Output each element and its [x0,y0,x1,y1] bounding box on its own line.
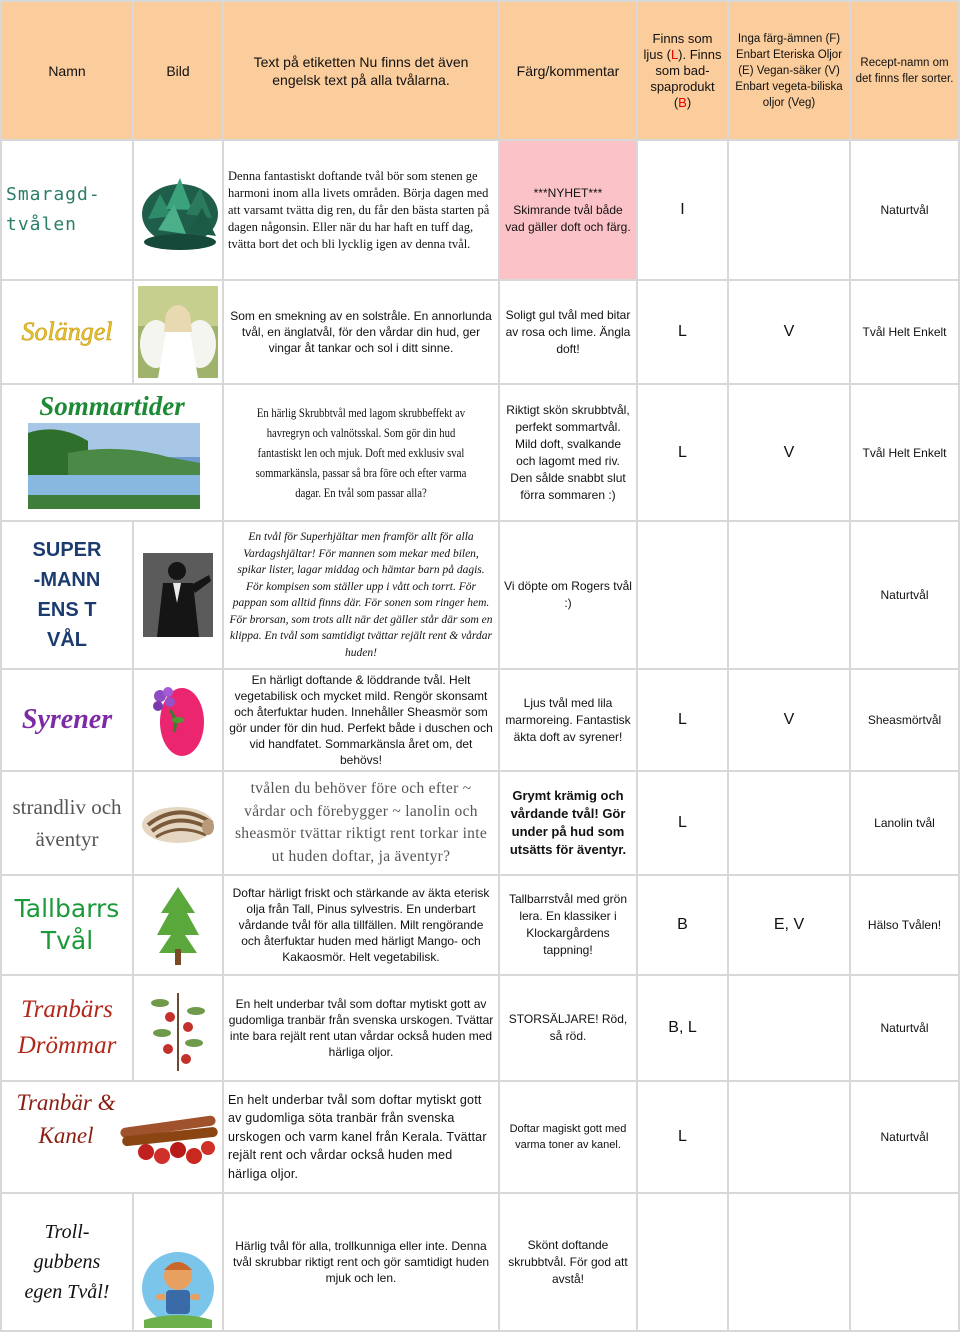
product-name: Tranbär & Kanel [16,1090,116,1148]
table-row [1,1193,959,1331]
recipe-name: Lanolin tvål [850,771,959,875]
table-row [1,140,959,280]
product-comment: Grymt krämig och vårdande tvål! Gör under på hud som utsätts för äventyr. [499,771,637,875]
product-comment: STORSÄLJARE! Röd, så röd. [499,975,637,1081]
cranberry-cinnamon-photo [116,1112,223,1170]
product-comment: Doftar magiskt gott med varma toner av kanel. [499,1081,637,1193]
product-comment: Skönt doftande skrubbtvål. För god att avstå! [499,1193,637,1331]
product-image [133,280,223,384]
table-row [1,1081,959,1193]
product-text: Doftar härligt friskt och stärkande av äkta eterisk olja från Tall, Pinus sylvestris. En underbart vårdande tvål för alla tillfällen. Milt rengörande och återfuktar huden med härligt Mango- och Kakaosmör. Helt vegetabilisk. [223,875,499,975]
product-name: Solängel [1,280,133,384]
product-name: Tallbarrs Tvål [1,875,133,975]
table-row [1,975,959,1081]
ingredient-flag [728,140,850,280]
candle-flag [637,521,728,669]
product-name: Troll-gubbens egen Tvål! [1,1193,133,1331]
ingredient-flag: E, V [728,875,850,975]
candle-flag: L [637,771,728,875]
header-candle: Finns som ljus (L). Finns som bad-spaprodukt (B) [637,1,728,140]
troll-figure-icon [140,1248,216,1328]
ingredient-flag [728,521,850,669]
product-name: Sommartider [39,391,185,421]
product-text: En helt underbar tvål som doftar mytiskt gott av gudomliga söta tranbär från svenska urskogen och varm kanel från Kerala. Tvättar rejält rent och vårdar också huden med härliga oljor. [223,1081,499,1193]
ingredient-flag: V [728,669,850,771]
header-ingredients: Inga färg-ämnen (F) Enbart Eteriska Oljor (E) Vegan-säker (V) Enbart vegeta-biliska oljor (Veg) [728,1,850,140]
recipe-name: Naturtvål [850,1081,959,1193]
product-name: Smaragd-tvålen [1,140,133,280]
table-row [1,771,959,875]
product-image [133,975,223,1081]
ingredient-flag: V [728,280,850,384]
angel-girl-photo [138,286,218,378]
candle-flag: I [637,140,728,280]
candle-flag: L [637,280,728,384]
recipe-name: Tvål Helt Enkelt [850,280,959,384]
product-name: Syrener [1,669,133,771]
product-name: Tranbärs Drömmar [1,975,133,1081]
product-text: Denna fantastiskt doftande tvål bör som stenen ge harmoni inom alla livets områden. Börja dagen med att varsamt tvätta dig ren, du får den bästa starten på dagen någonsin. Eller när du har haft en tuff dag, tvätta bort det och bli lycklig igen av denna tvål. [223,140,499,280]
recipe-name: Hälso Tvålen! [850,875,959,975]
summer-lake-photo [28,423,200,509]
product-text: tvålen du behöver före och efter ~ vårdar och förebygger ~ lanolin och sheasmör tvättar riktigt rent torkar inte ut huden doftar, ja äventyr? [223,771,499,875]
ingredient-flag: V [728,384,850,521]
product-text: En helt underbar tvål som doftar mytiskt gott av gudomliga tranbär från svenska urskogen. Tvättar inte bara rejält rent utan vårdar också huden med härliga oljor. [223,975,499,1081]
candle-flag: L [637,669,728,771]
emerald-crystal-icon [138,164,222,256]
candle-flag: L [637,1081,728,1193]
recipe-name: Naturtvål [850,140,959,280]
header-recipe-name: Recept-namn om det finns fler sorter. [850,1,959,140]
product-comment: Vi döpte om Rogers tvål :) [499,521,637,669]
product-image [133,771,223,875]
candle-flag [637,1193,728,1331]
recipe-name: Sheasmörtvål [850,669,959,771]
table-row [1,669,959,771]
ingredient-flag [728,771,850,875]
product-text: En härlig Skrubbtvål med lagom skrubbeffekt av havregryn och valnötsskal. Som gör din hud fantastiskt len och mjuk. Doft med exklusiv sval sommarkänsla, passar så bra före och efter varma dagar. En tvål som passar alla? [248,384,474,521]
table-row [1,384,959,521]
recipe-name: Tvål Helt Enkelt [850,384,959,521]
product-image [133,521,223,669]
product-comment: Ljus tvål med lila marmoreing. Fantastisk äkta doft av syrener! [499,669,637,771]
candle-flag: B, L [637,975,728,1081]
table-row [1,521,959,669]
recipe-name [850,1193,959,1331]
product-image [133,669,223,771]
superhero-silhouette-icon [143,553,213,637]
cranberry-branch-icon [140,983,216,1073]
recipe-name: Naturtvål [850,521,959,669]
product-comment: Riktigt skön skrubbtvål, perfekt sommartvål. Mild doft, svalkande och lagomt med riv. Den sålde snabbt slut förra sommaren :) [499,384,637,521]
ingredient-flag [728,1193,850,1331]
seashell-icon [138,793,218,853]
header-name: Namn [1,1,133,140]
candle-flag: L [637,384,728,521]
header-color-comment: Färg/kommentar [499,1,637,140]
product-text: Som en smekning av en solstråle. En annorlunda tvål, en änglatvål, för den vårdar din hud, ger vingar åt tankar och sol i ditt sinne. [223,280,499,384]
product-text: Härlig tvål för alla, trollkunniga eller inte. Denna tvål skrubbar riktigt rent och gör samtidigt huden mjuk och len. [223,1193,499,1331]
product-image [133,140,223,280]
pine-tree-icon [153,883,203,967]
product-image [133,1193,223,1331]
candle-flag: B [637,875,728,975]
product-comment: Tallbarrstvål med grön lera. En klassiker i Klockargårdens tappning! [499,875,637,975]
product-cell [1,1081,223,1193]
product-comment: Soligt gul tvål med bitar av rosa och lime. Ängla doft! [499,280,637,384]
header-label-text: Text på etiketten Nu finns det även engelsk text på alla tvålarna. [223,1,499,140]
table-row [1,280,959,384]
product-cell [1,384,223,521]
ingredient-flag [728,975,850,1081]
product-text: En tvål för Superhjältar men framför allt för alla Vardagshjältar! För mannen som mekar med bilen, spikar lister, lagar middag och hämtar barn på dagis. För kompisen som ställer upp i vått och torrt. För pappan som alltid finns där. För sonen som ringer hem. För brorsan, som trots allt när det gäller står där som en klippa. En tvål som samtidigt tvättar rejält rent & vårdar huden! [223,521,499,669]
lilac-flower-icon [148,680,208,760]
header-row [1,1,959,140]
product-comment: ***NYHET*** Skimrande tvål både vad gäller doft och färg. [499,140,637,280]
product-name: SUPER-MANNENS TVÅL [1,521,133,669]
product-name: strandliv och äventyr [1,771,133,875]
recipe-name: Naturtvål [850,975,959,1081]
product-image [133,875,223,975]
product-text: En härligt doftande & löddrande tvål. Helt vegetabilisk och mycket mild. Rengör skonsamt och återfuktar huden. Innehåller Sheasmör som gör under för din hud. Perfekt både i duschen och vid handfatet. Sommarkänsla året om, det behövs! [223,669,499,771]
ingredient-flag [728,1081,850,1193]
table-row [1,875,959,975]
header-image: Bild [133,1,223,140]
